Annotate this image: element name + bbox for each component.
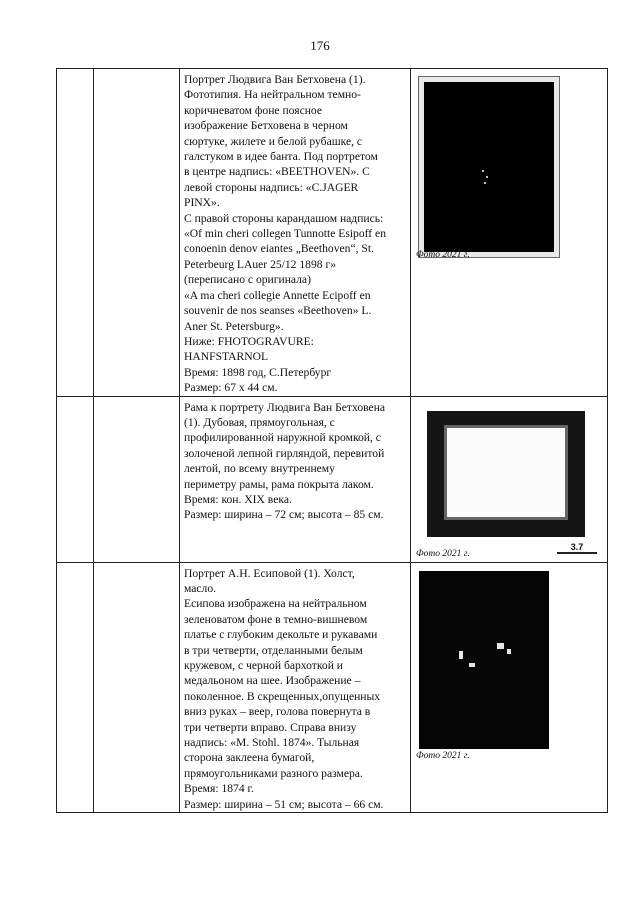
table-row	[57, 562, 608, 813]
number-cell	[94, 562, 180, 813]
photo-caption: Фото 2021 г.	[416, 250, 470, 260]
index-cell	[57, 396, 94, 562]
table-row	[57, 69, 608, 397]
page-number: 176	[310, 38, 330, 53]
photo-caption: Фото 2021 г.	[416, 750, 470, 761]
beethoven-portrait-photo	[419, 77, 559, 257]
photo-cell	[411, 562, 608, 813]
table-row	[57, 396, 608, 562]
esipova-portrait-photo	[419, 571, 549, 749]
scale-label: 3.7	[557, 542, 597, 554]
frame-photo	[427, 411, 585, 537]
catalog-table	[56, 68, 608, 813]
number-cell	[94, 69, 180, 397]
photo-caption: Фото 2021 г.	[416, 548, 470, 559]
index-cell	[57, 69, 94, 397]
description-cell	[180, 69, 411, 397]
index-cell	[57, 562, 94, 813]
number-cell	[94, 396, 180, 562]
frame-opening	[444, 425, 568, 520]
item-description: Портрет Людвига Ван Бетховена (1). Фототипия. На нейтральном темно- коричневатом фоне поясное изображение Бетховена в черном сюртуке, жилете и белой рубашке, с галстуком в идее банта. Под портретом в центре надпись: «BEETHOVEN». С левой стороны надпись: «C.JAGER PINX». С правой стороны карандашом надпись: «Of min cheri collegen Tunnotte Esipoff en conoenin denov eiantes „Beethoven“, St. Peterbeurg LAuer 25/12 1898 г» (переписано с оригинала) «A ma cheri collegie Annette Ecipoff en souvenir de nos seanses «Beethoven» L. Aner St. Petersburg». Ниже: FHOTOGRAVURE: HANFSTARNOL Время: 1898 год, С.Петербург Размер: 67 х 44 см.	[184, 73, 387, 395]
description-cell	[180, 562, 411, 813]
photo-cell	[411, 69, 608, 397]
item-description: Рама к портрету Людвига Ван Бетховена (1). Дубовая, прямоугольная, с профилированной наружной кромкой, с золоченой лепной гирляндой, перевитой лентой, по всему внутреннему периметру рамы, рама покрыта лаком. Время: кон. XIX века. Размер: ширина – 72 см; высота – 85 см.	[184, 400, 386, 522]
photo-cell	[411, 396, 608, 562]
item-description: Портрет А.Н. Есиповой (1). Холст, масло. Есипова изображена на нейтральном зеленоватом фоне в темно-вишневом платье с глубоким декольте и рукавами в три четверти, отделанными белым кружевом, с черной бархоткой и медальоном на шее. Изображение – поколенное. В скрещенных,опущенных вниз руках – веер, голова повернута в три четверти вправо. Справа внизу надпись: «M. Stohl. 1874». Тыльная сторона заклеена бумагой, прямоугольниками разного размера. Время: 1874 г. Размер: ширина – 51 см; высота – 66 см.	[184, 566, 384, 811]
description-cell	[180, 396, 411, 562]
